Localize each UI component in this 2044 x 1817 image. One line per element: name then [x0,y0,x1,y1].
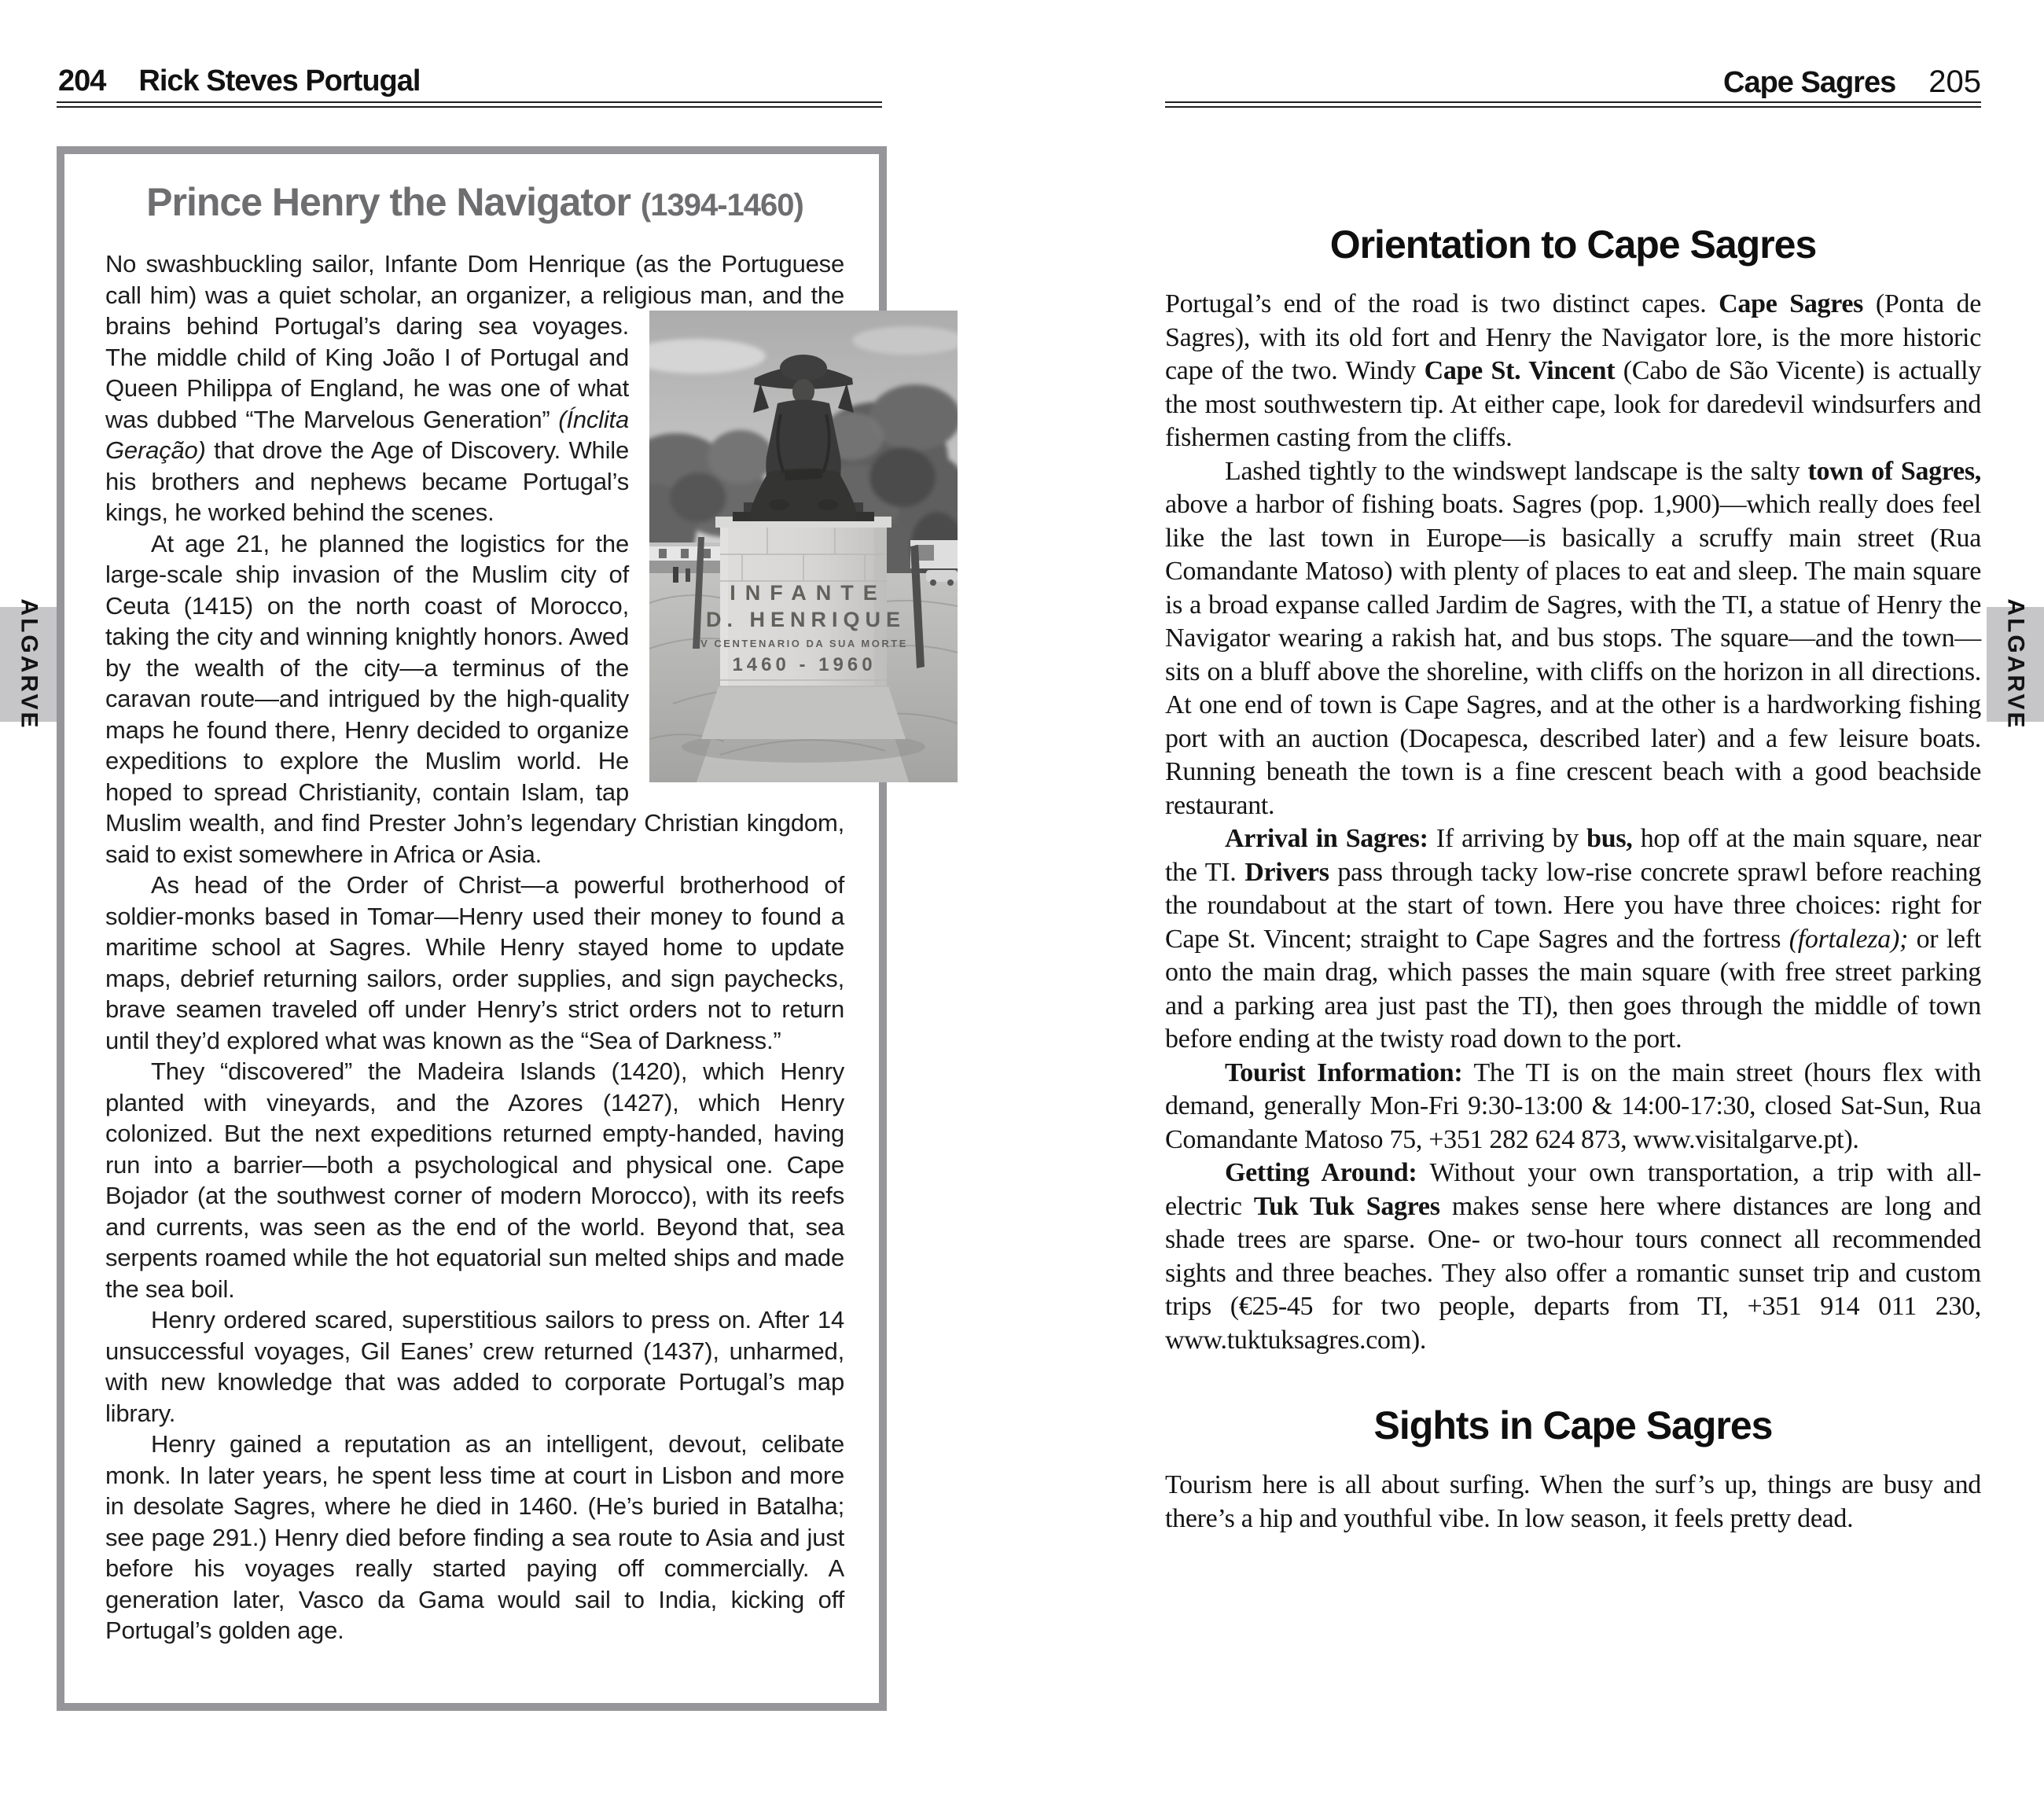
text-run: Tourist Information: [1225,1057,1463,1087]
inscription-line-3: V CENTENARIO DA SUA MORTE [700,638,908,649]
right-running-header [1165,64,1981,100]
inscription-line-2: D. HENRIQUE [705,608,906,631]
orientation-section-text [1165,288,1981,1357]
sights-section-heading: Sights in Cape Sagres [1373,1403,1773,1447]
left-header-rule [57,101,882,108]
text-run: Henry gained a reputation as an intelligent, devout, celibate monk. In later years, he spent less time at court in Lisbon and more in desolate Sagres, where he died in 1460. (He’s buried in Batalha; see page 291.) Henry died before finding a sea route to Asia and just before his voyages really started paying off commercially. A generation later, Vasco da Gama would sail to India, kicking off Portugal’s golden age. [105,1430,844,1644]
paragraph [105,1304,844,1429]
sights-section-text [1165,1469,1981,1536]
text-run: Getting Around: [1225,1158,1417,1187]
text-run: They “discovered” the Madeira Islands (1420), which Henry planted with vineyards, and the Azores (1427), which Henry colonized. But the next expeditions returned empty-handed, having run into a barrier—both a psychological and physical one. Cape Bojador (at the southwest corner of modern Morocco), with its reefs and currents, was seen as the end of the world. Beyond that, sea serpents roamed while the hot equatorial sun melted ships and made the sea boil. [105,1057,844,1303]
sidebar-box-title [105,179,844,228]
paragraph [1165,1157,1981,1357]
text-run: Tuk Tuk Sagres [1253,1191,1440,1221]
right-page-column [1165,222,1981,1536]
text-run: (Ponta de Sagres), with its old fort and Henry the Navigator lore, is the more historic cape of the two. Windy [1165,289,1982,385]
text-run: Henry ordered scared, superstitious sailors to press on. After 14 unsuccessful voyages, Gil Eanes’ crew returned (1437), unharmed, with new knowledge that was added to corporate Portugal’s map library. [105,1306,844,1427]
text-run: Portugal’s end of the road is two distinct capes. [1165,289,1719,318]
inscription-line-4: 1460 - 1960 [732,654,877,675]
text-run: The TI is on the main street (hours flex with demand, generally Mon-Fri 9:30-13:00 & 14:00-17:30, closed Sat-Sun, Rua Comandante Matoso 75, +351 282 624 873, www.visitalgarve.pt). [1165,1057,1981,1154]
text-run: or left onto the main drag, which passes the main square (with free street parking and a parking area just past the TI), then goes through the middle of town before ending at the twisty road down to the port. [1165,924,1981,1054]
sidebar-box-title-text: Prince Henry the Navigator [146,180,631,224]
statue-photo-image [649,311,958,782]
sidebar-box-title-dates: (1394-1460) [640,188,803,223]
paragraph [105,1429,844,1646]
paragraph [1165,1057,1981,1157]
right-page-number: 205 [1928,64,1981,99]
text-run: Arrival in Sagres: [1225,824,1428,853]
paragraph [1165,1469,1981,1536]
paragraph [1165,455,1981,823]
text-run: Drivers [1244,857,1329,887]
text-run: As head of the Order of Christ—a powerful brotherhood of soldier-monks based in Tomar—Henry used their money to found a maritime school at Sagres. While Henry stayed home to update maps, debrief returning sailors, order supplies, and sign paychecks, brave seamen traveled off under Henry’s strict orders not to return until they’d explored what was known as the “Sea of Darkness.” [105,871,844,1054]
text-run: (Cabo de São Vicente) is actually the most southwestern tip. At either cape, look for daredevil windsurfers and fishermen casting from the cliffs. [1165,356,1982,452]
text-run: town of Sagres, [1807,456,1981,486]
text-run: If arriving by [1428,824,1587,853]
statue-photo [629,311,908,782]
right-header-title: Cape Sagres [1723,66,1896,99]
algarve-tab-left-label: ALGARVE [16,598,42,730]
orientation-section-heading: Orientation to Cape Sagres [1329,223,1817,267]
prince-henry-sidebar-box [57,146,908,1711]
text-run: (Ínclita Geração) [105,405,629,464]
text-run: above a harbor of fishing boats. Sagres (pop. 1,900)—which really does feel like the last town in Europe—is basically a scruffy main street (Rua Comandante Matoso) with plenty of places to eat and sleep. The main square is a broad expanse called Jardim de Sagres, with the TI, a statue of Henry the Navigator wearing a rakish hat, and bus stops. The square—and the town—sits on a bluff above the shoreline, with cliffs on the horizon in all directions. At one end of town is Cape Sagres, and at the other is a hardworking fishing port with an auction (Docapesca, described later) and a few leisure boats. Running beneath the town is a fine crescent beach with a good beachside restaurant. [1165,490,1981,820]
text-run: pass through tacky low-rise concrete sprawl before reaching the roundabout at the start of town. Here you have three choices: right for Cape St. Vincent; straight to Cape Sagres and the fortress [1165,857,1981,954]
inscription-line-1: INFANTE [730,581,887,605]
text-run: At age 21, he planned the logistics for the large-scale ship invasion of the Muslim city of Ceuta (1415) on the north coast of Morocco, taking the city and winning knightly honors. Awed by the wealth of the city—a terminus of the caravan route—and intrigued by the high-quality maps he found there, Henry decided to organize expeditions to explore the Muslim world. He hoped to spread Christianity, contain Islam, tap Muslim wealth, and find Prester John’s legendary Christian kingdom, said to exist somewhere in Africa or Asia. [105,529,844,868]
text-run: that drove the Age of Discovery. While his brothers and nephews became Portugal’s kings, he worked behind the scenes. [105,436,629,526]
text-run: Without your own transportation, a trip with all-electric [1165,1158,1981,1221]
paragraph [1165,822,1981,1057]
right-header-rule [1165,101,1981,108]
paragraph [105,1056,844,1304]
text-run: bus, [1586,824,1633,853]
text-run: Cape St. Vincent [1424,356,1616,385]
paragraph [105,870,844,1056]
sidebar-box-text [105,248,908,1646]
text-run: (fortaleza); [1788,924,1909,954]
algarve-tab-right [1987,598,2044,730]
text-run: Cape Sagres [1719,289,1864,318]
text-run: Portugal’s daring sea voyages. The middle child of King João I of Portugal and Queen Philippa of England, he was one of what was dubbed “The Marvelous Generation” [105,312,629,433]
paragraph [1165,288,1981,455]
algarve-tab-left [0,598,57,730]
left-header-title: Rick Steves Portugal [138,64,421,97]
left-running-header [58,64,420,98]
text-run: Lashed tightly to the windswept landscape is the salty [1225,456,1808,486]
text-run: hop off at the main square, near the TI. [1165,824,1981,887]
algarve-tab-right-label: ALGARVE [2002,598,2029,730]
text-run: Tourism here is all about surfing. When the surf’s up, things are busy and there’s a hip and youthful vibe. In low season, it feels pretty dead. [1165,1470,1981,1533]
text-run: No swashbuckling sailor, Infante Dom Henrique (as the Portuguese call him) was a quiet scholar, an organizer, a religious man, and the brains behind [105,250,844,340]
left-page-number: 204 [58,64,106,97]
text-run: makes sense here where distances are long and shade trees are sparse. One- or two-hour tours connect all recommended sights and three beaches. They also offer a romantic sunset trip and custom trips (€25-45 for two people, departs from TI, +351 914 011 230, www.tuktuksagres.com). [1165,1191,1981,1355]
paragraph [105,248,908,675]
